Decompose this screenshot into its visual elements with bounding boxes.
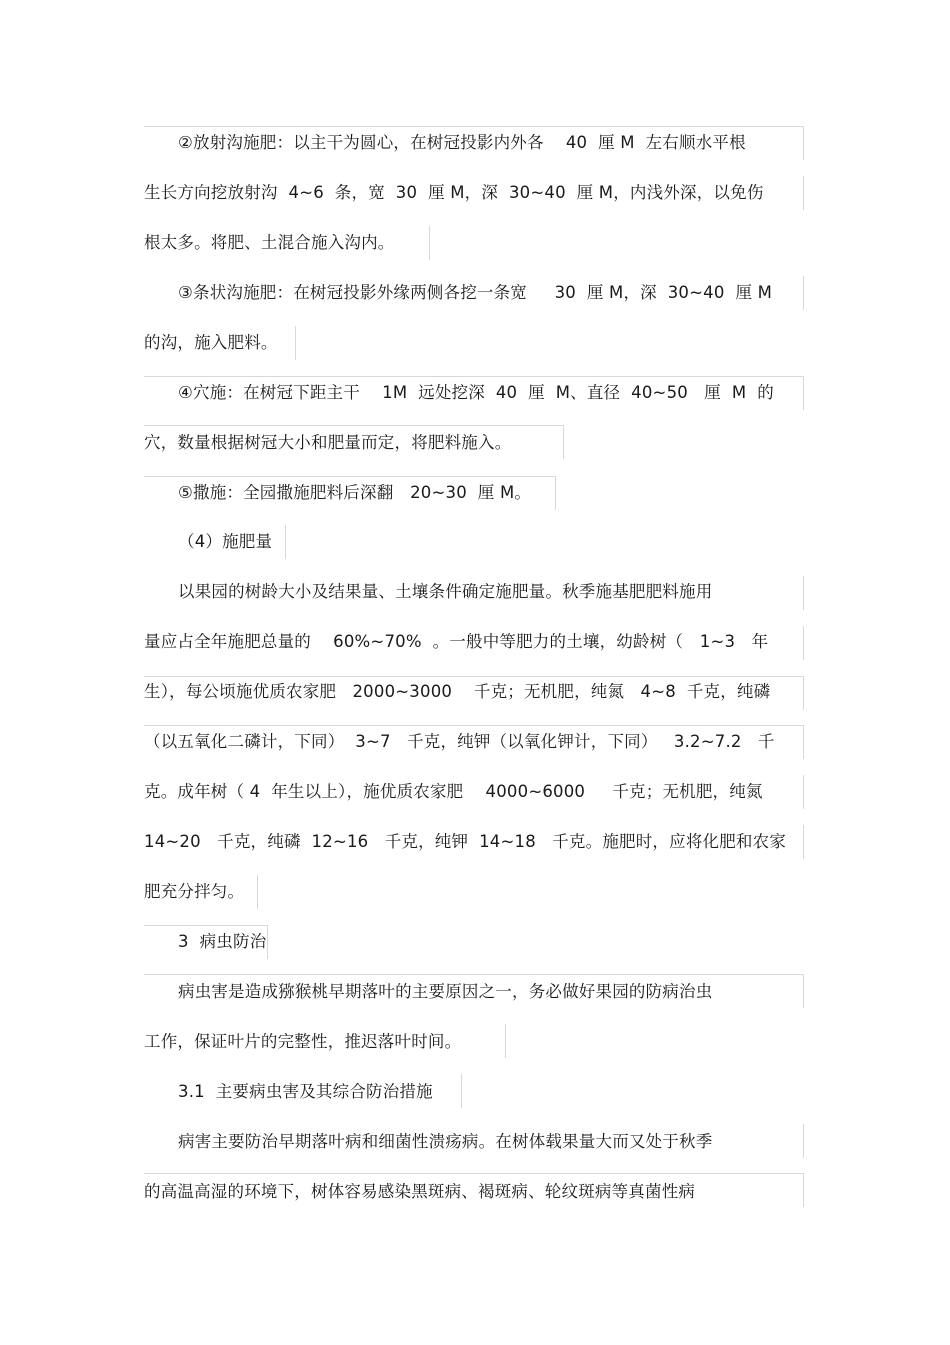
- guide-rule: [144, 925, 268, 926]
- guide-rule: [257, 875, 258, 909]
- text-line: 肥充分拌匀。: [144, 882, 245, 901]
- guide-rule: [803, 775, 804, 809]
- section-heading: 3 病虫防治: [178, 932, 267, 951]
- guide-rule: [803, 974, 804, 1008]
- text-line: 根太多。将肥、土混合施入沟内。: [144, 233, 395, 252]
- text-line: 14~20 千克，纯磷 12~16 千克，纯钾 14~18 千克。施肥时，应将化肥和农家: [144, 832, 787, 851]
- guide-rule: [803, 576, 804, 610]
- guide-rule: [144, 676, 804, 677]
- text-line: 病虫害是造成猕猴桃早期落叶的主要原因之一，务必做好果园的防病治虫: [178, 982, 713, 1001]
- text-line: 穴，数量根据树冠大小和肥量而定，将肥料施入。: [144, 433, 512, 452]
- text-line: 生长方向挖放射沟 4~6 条，宽 30 厘 M，深 30~40 厘 M，内浅外深，以免伤: [144, 183, 764, 202]
- text-line: 工作，保证叶片的完整性，推迟落叶时间。: [144, 1032, 462, 1051]
- guide-rule: [295, 326, 296, 360]
- text-line: ③条状沟施肥：在树冠投影外缘两侧各挖一条宽 30 厘 M，深 30~40 厘 M: [178, 283, 773, 302]
- guide-rule: [144, 974, 804, 975]
- guide-rule: [803, 276, 804, 310]
- text-line: ⑤撒施：全园撒施肥料后深翻 20~30 厘 M。: [178, 483, 532, 502]
- text-line: ②放射沟施肥：以主干为圆心，在树冠投影内外各 40 厘 M 左右顺水平根: [178, 133, 746, 152]
- text-line: ④穴施：在树冠下距主干 1M 远处挖深 40 厘 M、直径 40~50 厘 M 的: [178, 383, 774, 402]
- guide-rule: [144, 425, 564, 426]
- guide-rule: [803, 1173, 804, 1207]
- guide-rule: [505, 1024, 506, 1058]
- text-line: 克。成年树（ 4 年生以上），施优质农家肥 4000~6000 千克；无机肥，纯氮: [144, 782, 763, 801]
- text-line: 生），每公顷施优质农家肥 2000~3000 千克；无机肥，纯氮 4~8 千克，纯磷: [144, 682, 771, 701]
- guide-rule: [803, 126, 804, 160]
- guide-rule: [429, 226, 430, 260]
- guide-rule: [461, 1074, 462, 1108]
- guide-rule: [144, 126, 804, 127]
- guide-rule: [803, 725, 804, 759]
- guide-rule: [144, 725, 804, 726]
- guide-rule: [803, 825, 804, 859]
- guide-rule: [803, 676, 804, 710]
- guide-rule: [803, 626, 804, 660]
- section-heading: 3.1 主要病虫害及其综合防治措施: [178, 1082, 433, 1101]
- guide-rule: [144, 376, 804, 377]
- guide-rule: [285, 525, 286, 559]
- guide-rule: [144, 1173, 804, 1174]
- guide-rule: [563, 425, 564, 459]
- guide-rule: [267, 925, 268, 959]
- guide-rule: [803, 1124, 804, 1158]
- guide-rule: [555, 476, 556, 510]
- section-heading: （4）施肥量: [178, 532, 273, 551]
- text-line: 的高温高湿的环境下，树体容易感染黑斑病、褐斑病、轮纹斑病等真菌性病: [144, 1182, 696, 1201]
- text-line: （以五氧化二磷计，下同） 3~7 千克，纯钾（以氧化钾计，下同） 3.2~7.2 千: [144, 732, 775, 751]
- text-line: 量应占全年施肥总量的 60%~70% 。一般中等肥力的土壤，幼龄树（ 1~3 年: [144, 632, 769, 651]
- text-line: 的沟，施入肥料。: [144, 333, 278, 352]
- guide-rule: [803, 176, 804, 210]
- text-line: 病害主要防治早期落叶病和细菌性溃疡病。在树体载果量大而又处于秋季: [178, 1132, 713, 1151]
- guide-rule: [144, 476, 556, 477]
- guide-rule: [803, 376, 804, 410]
- text-line: 以果园的树龄大小及结果量、土壤条件确定施肥量。秋季施基肥肥料施用: [178, 582, 713, 601]
